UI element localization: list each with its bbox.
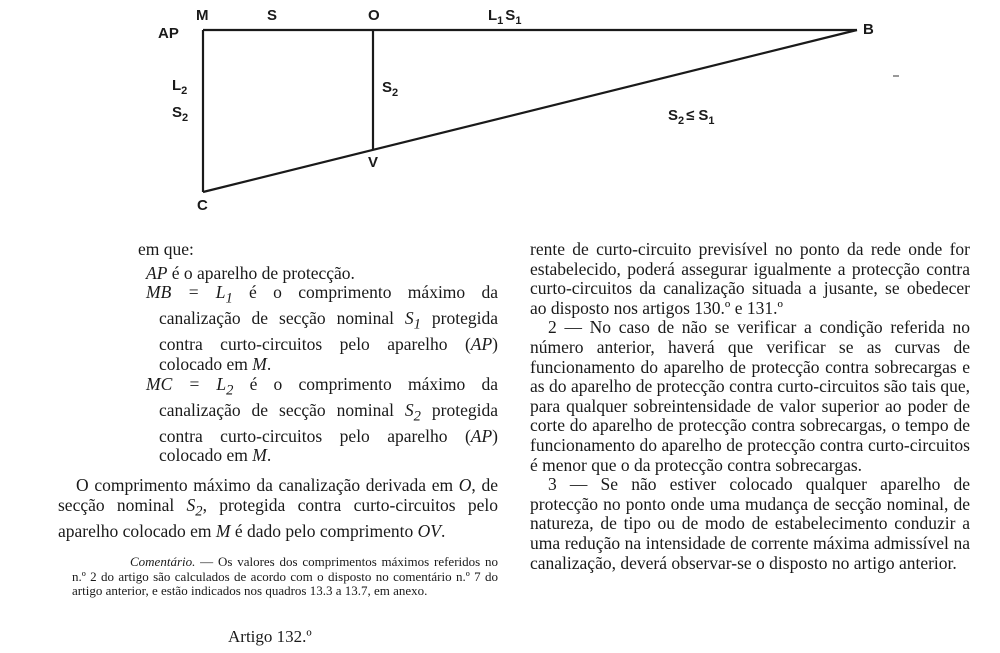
symbol-s1: S — [404, 308, 414, 329]
symbol-ap: AP — [146, 262, 168, 283]
definition-mb — [146, 283, 498, 374]
article-heading: Artigo 132.º — [228, 626, 312, 646]
symbol-s2-sub: 2 — [195, 503, 203, 520]
label-c: C — [197, 197, 208, 214]
right-column — [530, 240, 970, 573]
symbol-mb: MB = L — [146, 282, 226, 303]
paragraph-continuation: rente de curto-circuito previsível no ponto da rede onde for estabelecido, poderá assegurar igualmente a protecção contra curto-circuitos da canalização situada a jusante, se obedecer ao disposto nos artigos 130.º e 131.º — [530, 239, 970, 318]
label-o: O — [368, 7, 380, 24]
symbol-m-ref: M — [252, 445, 267, 466]
symbol-m-ref: M — [252, 353, 267, 374]
definition-mb-text-c: ) colocado em — [159, 334, 498, 374]
diagram-lines — [203, 30, 857, 192]
symbol-ap-ref: AP — [470, 425, 493, 446]
paragraph-ov-text-d: é dado pelo comprimento — [230, 520, 418, 541]
paragraph-ov-text-e: . — [440, 520, 446, 541]
label-ap: AP — [158, 25, 179, 42]
commentary-text: — Os valores dos comprimentos máximos referidos no n.º 2 do artigo são calculados de acordo com o disposto no comentário n.º 7 do artigo anterior, e estão indicados nos quadros 13.3 a 13.7, em anexo. — [72, 554, 498, 599]
definition-mc-text-d: . — [266, 445, 272, 466]
definition-mc-text-c: ) colocado em — [159, 425, 498, 466]
definition-mc — [146, 375, 498, 466]
symbol-m: M — [215, 520, 231, 541]
commentary-title: Comentário. — [130, 554, 196, 570]
symbol-s1-sub: 1 — [413, 316, 421, 333]
intro-text: em que: — [138, 239, 194, 259]
paragraph-item-2: 2 — No caso de não se verificar a condição referida no número anterior, haverá que verificar se as curvas de funcionamento do aparelho de protecção contra sobrecargas e as do aparelho de protecção contra curto-circuitos são tais que, para qualquer sobreintensidade de valor superior ao poder de corte do aparelho de protecção contra sobrecargas, o tempo de funcionamento do aparelho de protecção contra curto-circuitos é menor que o da protecção contra sobrecargas. — [530, 317, 970, 475]
commentary — [72, 555, 498, 599]
paragraph-ov-text-b: , de secção nominal — [58, 474, 498, 515]
symbol-ap-ref: AP — [470, 334, 493, 355]
paragraph-ov-text-c: , protegida contra curto-circuitos pelo aparelho colocado em — [58, 494, 499, 541]
symbol-mb-sub: 1 — [225, 290, 233, 307]
line-cb — [203, 30, 857, 192]
definition-mc-text-b: protegida contra curto-circuitos pelo aparelho ( — [159, 399, 498, 446]
symbol-s2: S — [186, 494, 196, 515]
left-column — [58, 240, 498, 646]
label-s: S — [267, 7, 278, 24]
definition-mb-text-a: é o comprimento máximo da canalização de secção nominal — [159, 282, 498, 329]
paragraph-ov — [58, 476, 498, 541]
paragraph-ov-text-a: O comprimento máximo da canalização derivada em — [76, 474, 459, 495]
definition-mb-text-b: protegida contra curto-circuitos pelo aparelho ( — [159, 308, 498, 355]
symbol-mc-sub: 2 — [226, 382, 234, 399]
label-l2: $L_2$ — [172, 77, 188, 97]
label-v: V — [368, 154, 379, 171]
cable-length-diagram — [0, 0, 1000, 230]
symbol-ov: OV — [417, 520, 441, 541]
symbol-mc: MC = L — [146, 373, 227, 394]
label-s2-mid: $S_2$ — [382, 79, 399, 99]
label-b: B — [863, 21, 874, 38]
definition-ap — [146, 264, 498, 284]
definition-mb-text-d: . — [266, 353, 272, 374]
label-l1s1: $L_1$ $S_1$ — [488, 7, 522, 27]
symbol-s2-sub: 2 — [413, 408, 421, 425]
label-inequality: $S_2 \le S_1$ — [668, 107, 715, 127]
symbol-o: O — [458, 474, 472, 495]
definition-ap-text: é o aparelho de protecção. — [167, 262, 355, 283]
symbol-s2: S — [404, 399, 414, 420]
label-s2-left: $S_2$ — [172, 104, 189, 124]
label-m: M — [196, 7, 209, 24]
definition-mc-text-a: é o comprimento máximo da canalização de secção nominal — [159, 373, 498, 420]
paragraph-item-3: 3 — Se não estiver colocado qualquer aparelho de protecção no ponto onde uma mudança de secção nominal, de natureza, de tipo ou de modo de estabelecimento conduzir a uma redução na intensidade de corrente máxima admissível na canalização, deverá observar-se o disposto no artigo anterior. — [530, 474, 970, 573]
